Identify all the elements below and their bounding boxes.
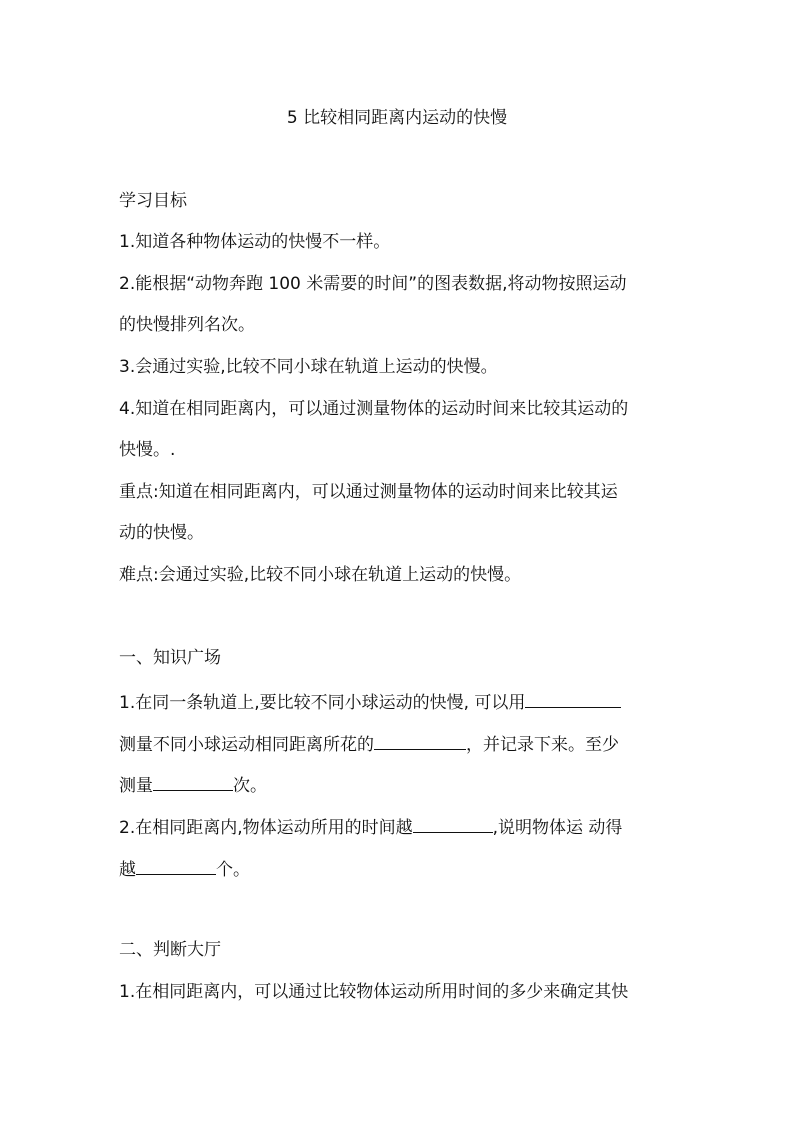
goal-2-line-1: 2.能根据“动物奔跑 100 米需要的时间”的图表数据,将动物按照运动 xyxy=(119,274,627,294)
key-point-line-2: 动的快慢。 xyxy=(119,523,204,543)
question-2-text-d: 个。 xyxy=(216,860,250,880)
question-1-text-a: 1.在同一条轨道上,要比较不同小球运动的快慢, 可以用 xyxy=(119,693,526,713)
judgement-question-1: 1.在相同距离内，可以通过比较物体运动所用时间的多少来确定其快 xyxy=(119,982,629,1002)
page-title: 5 比较相同距离内运动的快慢 xyxy=(286,108,508,128)
question-1-text-c: ，并记录下来。至少 xyxy=(466,735,619,755)
question-2-text-a: 2.在相同距离内,物体运动所用的时间越 xyxy=(119,818,413,838)
question-1-text-d: 测量 xyxy=(119,776,153,796)
question-2-line-2 xyxy=(119,855,250,882)
goal-3: 3.会通过实验,比较不同小球在轨道上运动的快慢。 xyxy=(119,357,498,377)
answer-blank[interactable] xyxy=(153,771,233,791)
goals-heading: 学习目标 xyxy=(119,191,187,211)
goal-2-line-2: 的快慢排列名次。 xyxy=(119,315,255,335)
answer-blank[interactable] xyxy=(136,855,216,875)
answer-blank[interactable] xyxy=(374,730,466,750)
goal-4-line-1: 4.知道在相同距离内，可以通过测量物体的运动时间来比较其运动的 xyxy=(119,399,629,419)
question-1-line-1 xyxy=(119,688,621,715)
question-1-line-3 xyxy=(119,771,267,798)
question-1-text-b: 测量不同小球运动相同距离所花的 xyxy=(119,735,374,755)
answer-blank[interactable] xyxy=(525,688,621,708)
goal-4-line-2: 快慢。. xyxy=(119,440,176,460)
key-point-line-1: 重点:知道在相同距离内，可以通过测量物体的运动时间来比较其运 xyxy=(119,482,618,502)
goal-1: 1.知道各种物体运动的快慢不一样。 xyxy=(119,232,391,252)
question-1-line-2 xyxy=(119,730,619,757)
difficulty-point: 难点:会通过实验,比较不同小球在轨道上运动的快慢。 xyxy=(119,565,522,585)
answer-blank[interactable] xyxy=(413,813,493,833)
question-2-text-b: ,说明物体运 动得 xyxy=(492,818,623,838)
question-2-line-1 xyxy=(119,813,622,840)
question-2-text-c: 越 xyxy=(119,860,136,880)
question-1-text-e: 次。 xyxy=(233,776,267,796)
section-1-heading: 一、知识广场 xyxy=(119,648,221,668)
section-2-heading: 二、判断大厅 xyxy=(119,940,221,960)
